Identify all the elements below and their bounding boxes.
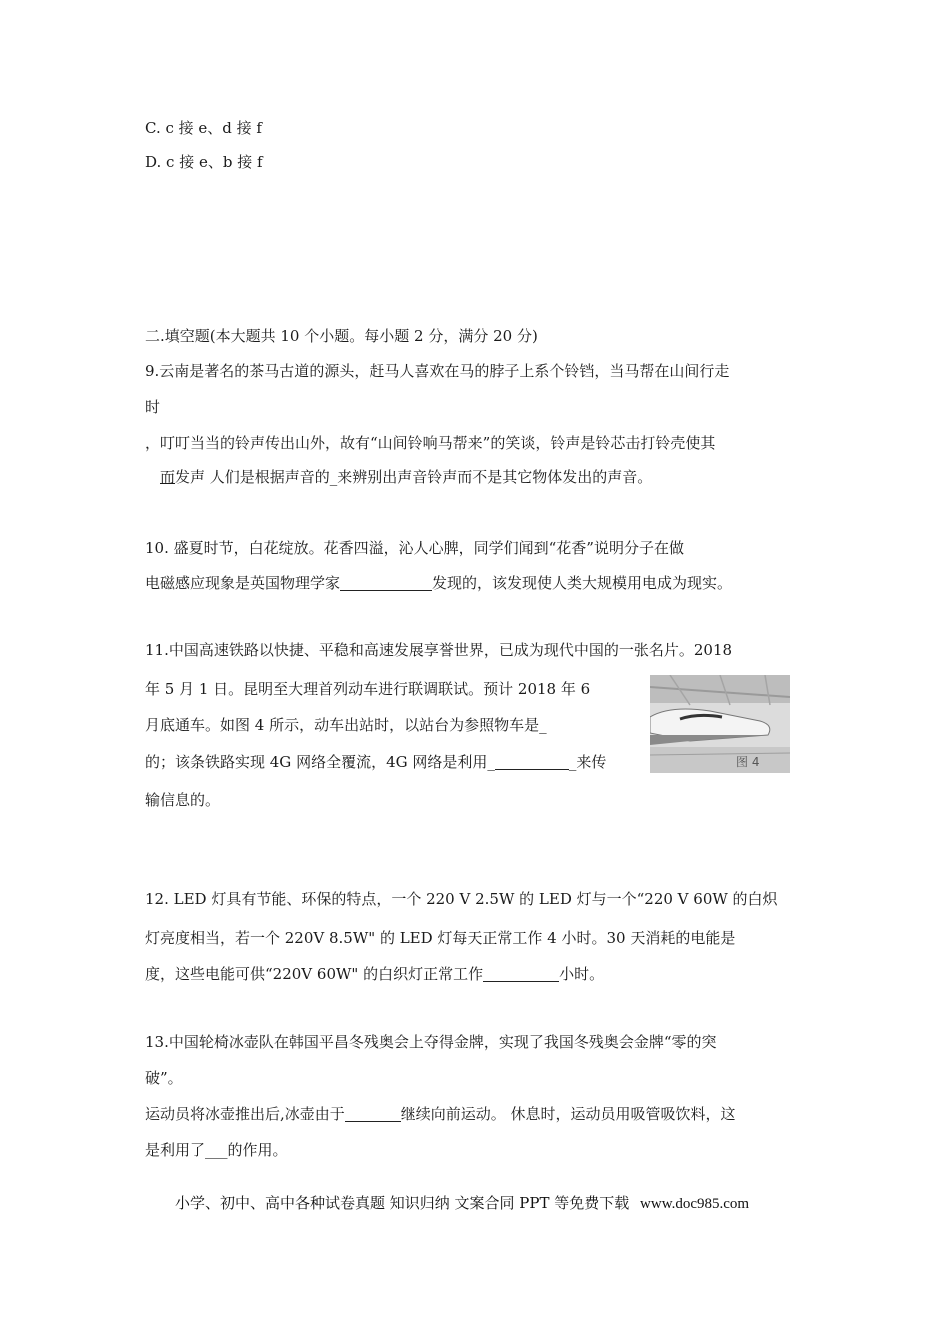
q11-line1: 11.中国高速铁路以快捷、平稳和高速发展享誉世界，已成为现代中国的一张名片。2018 [145,641,733,659]
page-footer [175,1192,749,1213]
q13-line4: 是利用了___的作用。 [145,1141,288,1159]
option-c: C. c 接 e、d 接 f [145,119,262,137]
q11-line4-a: 的；该条铁路实现 4G 网络全覆流，4G 网络是利用_ [145,753,495,771]
q13-line3-a: 运动员将冰壶推出后,冰壶由于 [145,1105,345,1123]
q12-line3-a: 度，这些电能可供“220V 60W" 的白织灯正常工作 [145,965,484,983]
q9-underlined-word: 而 [160,468,176,486]
q10-blank[interactable] [340,574,432,591]
q10-line2-b: 发现的，该发现使人类大规模用电成为现实。 [432,574,733,592]
q9-line3: ，叮叮当当的铃声传出山外，故有“山间铃响马帮来”的笑谈，铃声是铃芯击打铃壳使其 [145,434,716,452]
q13-blank[interactable] [345,1105,401,1122]
q12-line3 [145,963,604,985]
footer-text: 小学、初中、高中各种试卷真题 知识归纳 文案合同 PPT 等免费下载 [175,1194,630,1212]
figure-caption: 图 4 [736,755,760,769]
q13-line1: 13.中国轮椅冰壶队在韩国平昌冬残奥会上夺得金牌，实现了我国冬残奥会金牌“零的突 [145,1033,717,1051]
q12-line2: 灯亮度相当，若一个 220V 8.5W" 的 LED 灯每天正常工作 4 小时。30 天消耗的电能是 [145,929,736,947]
q10-line2-a: 电磁感应现象是英国物理学家 [145,574,341,592]
option-d: D. c 接 e、b 接 f [145,153,263,171]
footer-url[interactable]: www.doc985.com [640,1196,750,1212]
q13-line2: 破”。 [145,1069,183,1087]
q12-blank[interactable] [483,965,559,982]
q11-line4 [145,751,606,773]
q9-line4 [160,466,652,488]
q11-blank[interactable] [495,753,569,770]
q10-line2 [145,572,732,594]
q9-line4-text: 发声 人们是根据声音的_来辨别出声音铃声而不是其它物体发出的声音。 [175,468,653,486]
q13-line3-b: 继续向前运动。 休息时，运动员用吸管吸饮料，这 [400,1105,736,1123]
q9-line2: 时 [145,398,161,416]
q9-line1: 9.云南是著名的茶马古道的源头，赶马人喜欢在马的脖子上系个铃铛，当马帮在山间行走 [145,362,730,380]
q13-line3 [145,1103,736,1125]
q11-line3: 月底通车。如图 4 所示，动车出站时，以站台为参照物车是_ [145,716,547,734]
q11-line5: 输信息的。 [145,791,221,809]
figure-4-train-photo [650,675,790,773]
q10-line1: 10. 盛夏时节，白花绽放。花香四溢，沁人心脾，同学们闻到“花香”说明分子在做 [145,539,684,557]
q11-line4-b: _来传 [568,753,607,771]
section-heading: 二.填空题(本大题共 10 个小题。每小题 2 分，满分 20 分) [145,327,538,345]
q12-line3-b: 小时。 [559,965,605,983]
q11-line2: 年 5 月 1 日。昆明至大理首列动车进行联调联试。预计 2018 年 6 [145,680,591,698]
q12-line1: 12. LED 灯具有节能、环保的特点，一个 220 V 2.5W 的 LED 灯与一个“220 V 60W 的白炽 [145,890,778,908]
train-illustration [650,675,790,773]
